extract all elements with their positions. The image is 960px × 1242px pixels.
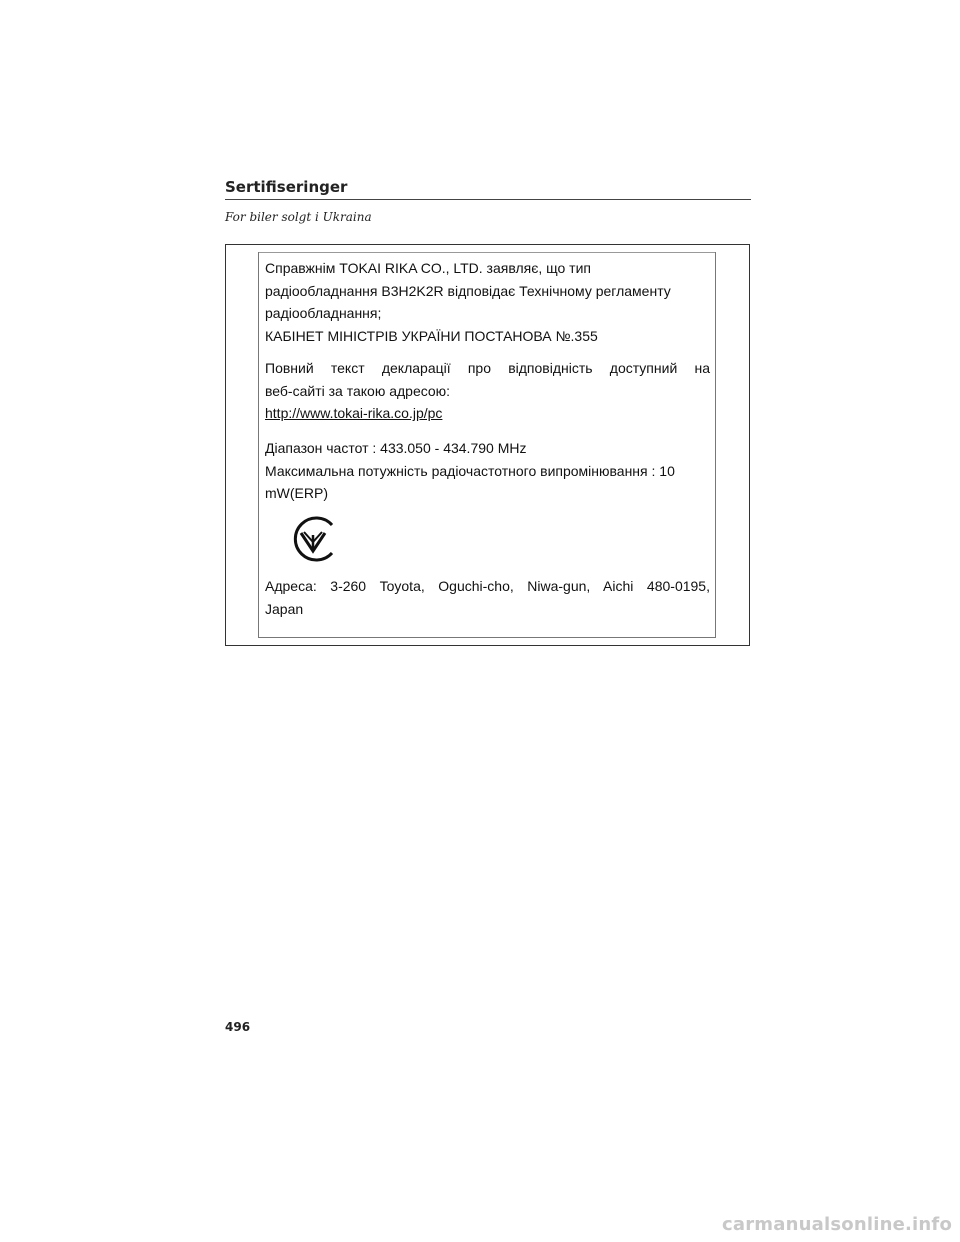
address-paragraph [265, 575, 710, 620]
page-number: 496 [225, 1020, 251, 1034]
declaration-line: КАБІНЕТ МІНІСТРІВ УКРАЇНИ ПОСТАНОВА №.355 [265, 328, 598, 345]
declaration-line: радіообладнання; [265, 305, 382, 322]
ukrainian-conformity-mark-icon [288, 515, 338, 563]
address-line: Japan [265, 600, 304, 617]
inner-border-left [258, 252, 259, 638]
inner-border-right [715, 252, 716, 638]
inner-border-top [258, 252, 716, 253]
title-divider [225, 199, 751, 200]
inner-border-bottom [258, 637, 716, 638]
watermark: carmanualsonline.info [722, 1214, 953, 1235]
full-text-line: Повний текст декларації про відповідність доступний на [265, 360, 710, 376]
max-power: Максимальна потужність радіочастотного випромінювання : 10 [265, 462, 675, 479]
full-text-line: веб-сайті за такою адресою: [265, 382, 451, 399]
frequency-range: Діапазон частот : 433.050 - 434.790 MHz [265, 440, 527, 456]
section-subtitle: For biler solgt i Ukraina [225, 210, 372, 224]
declaration-line: Справжнім TOKAI RIKA CO., LTD. заявляє, що тип [265, 260, 591, 276]
declaration-line: радіообладнання B3H2K2R відповідає Технічному регламенту [265, 282, 671, 299]
address-line: Адреса: 3-260 Toyota, Oguchi-cho, Niwa-gun, Aichi 480-0195, [265, 578, 710, 594]
specs-paragraph [265, 437, 710, 505]
section-title: Sertifiseringer [225, 178, 348, 196]
max-power-unit: mW(ERP) [265, 485, 328, 502]
manufacturer-url-link[interactable]: http://www.tokai-rika.co.jp/pc [265, 405, 443, 422]
full-text-paragraph [265, 357, 710, 425]
declaration-paragraph [265, 257, 710, 348]
